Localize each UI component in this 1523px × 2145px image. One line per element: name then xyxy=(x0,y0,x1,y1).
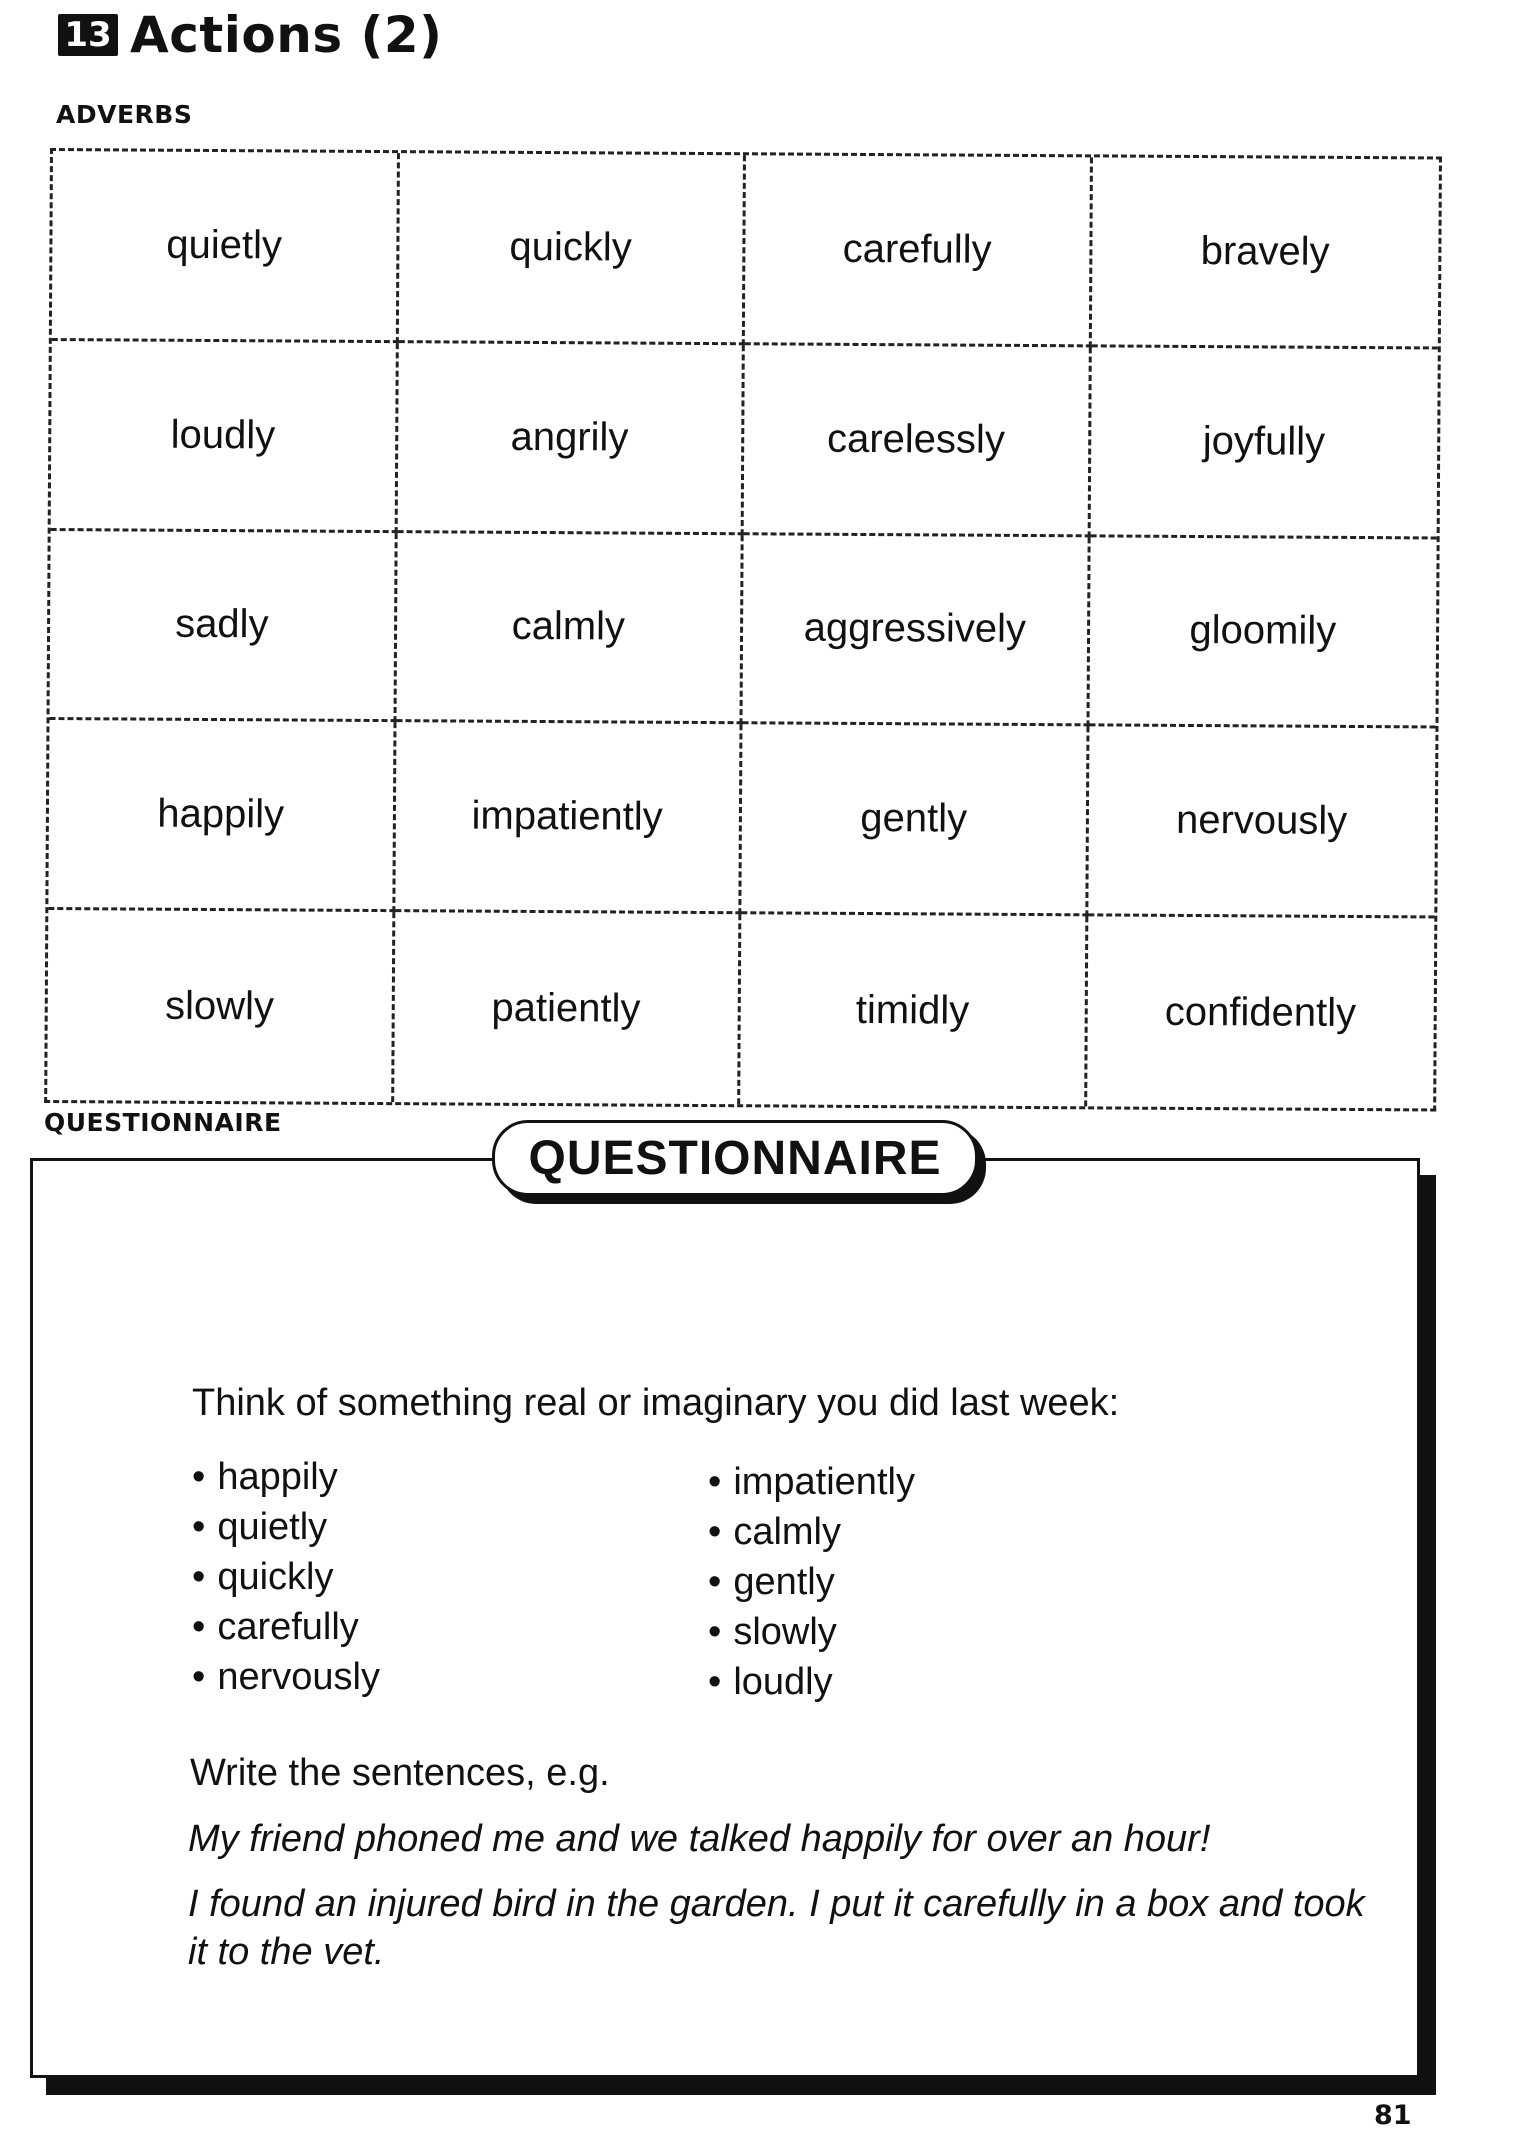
questionnaire-prompt: Think of something real or imaginary you did last week: xyxy=(192,1382,1120,1424)
adverbs-section-label: ADVERBS xyxy=(56,100,193,129)
list-item: • impatiently xyxy=(708,1457,915,1507)
adverb-card: confidently xyxy=(1164,989,1357,1035)
page-header xyxy=(58,6,442,64)
adverb-card: slowly xyxy=(47,910,395,1102)
adverb-card: loudly xyxy=(51,341,399,533)
example-sentence: My friend phoned me and we talked happily for over an hour! xyxy=(188,1818,1211,1860)
adverb-card: calmly xyxy=(396,533,744,725)
adverb-card: impatiently xyxy=(395,723,743,915)
adverb-card: gloomily xyxy=(1089,537,1437,729)
adverb-list-right xyxy=(708,1457,915,1707)
adverb-card: aggressively xyxy=(742,535,1090,727)
adverb-card: quickly xyxy=(398,153,746,345)
adverb-card: joyfully xyxy=(1090,347,1438,539)
list-item: • calmly xyxy=(708,1507,915,1557)
adverb-card: gently xyxy=(741,725,1089,917)
page-number: 81 xyxy=(1374,2100,1412,2131)
list-item: • slowly xyxy=(708,1607,915,1657)
adverb-list-left xyxy=(192,1452,380,1702)
adverb-card: carelessly xyxy=(744,345,1092,537)
adverb-card: nervously xyxy=(1088,727,1436,919)
list-item: • nervously xyxy=(192,1652,380,1702)
adverb-card: angrily xyxy=(397,343,745,535)
adverb-card: happily xyxy=(48,720,396,912)
list-item: • gently xyxy=(708,1557,915,1607)
unit-number-badge: 13 xyxy=(58,14,118,56)
adverb-card: sadly xyxy=(50,531,398,723)
questionnaire-section-label: QUESTIONNAIRE xyxy=(44,1108,282,1137)
list-item: • quietly xyxy=(192,1502,380,1552)
adverb-card: quietly xyxy=(52,151,400,343)
adverb-card: timidly xyxy=(740,914,1088,1106)
list-item: • loudly xyxy=(708,1657,915,1707)
adverb-card: bravely xyxy=(1091,157,1439,349)
list-item: • happily xyxy=(192,1452,380,1502)
example-sentence: I found an injured bird in the garden. I put it carefully in a box and took it to the vet. xyxy=(188,1883,1365,1973)
adverb-card: patiently xyxy=(394,912,742,1104)
list-item: • carefully xyxy=(192,1602,380,1652)
questionnaire-title: QUESTIONNAIRE xyxy=(492,1120,978,1196)
adverb-card-grid xyxy=(44,148,1442,1111)
page-title: Actions (2) xyxy=(130,6,443,64)
adverb-card: carefully xyxy=(745,155,1093,347)
write-prompt: Write the sentences, e.g. xyxy=(190,1752,610,1794)
list-item: • quickly xyxy=(192,1552,380,1602)
